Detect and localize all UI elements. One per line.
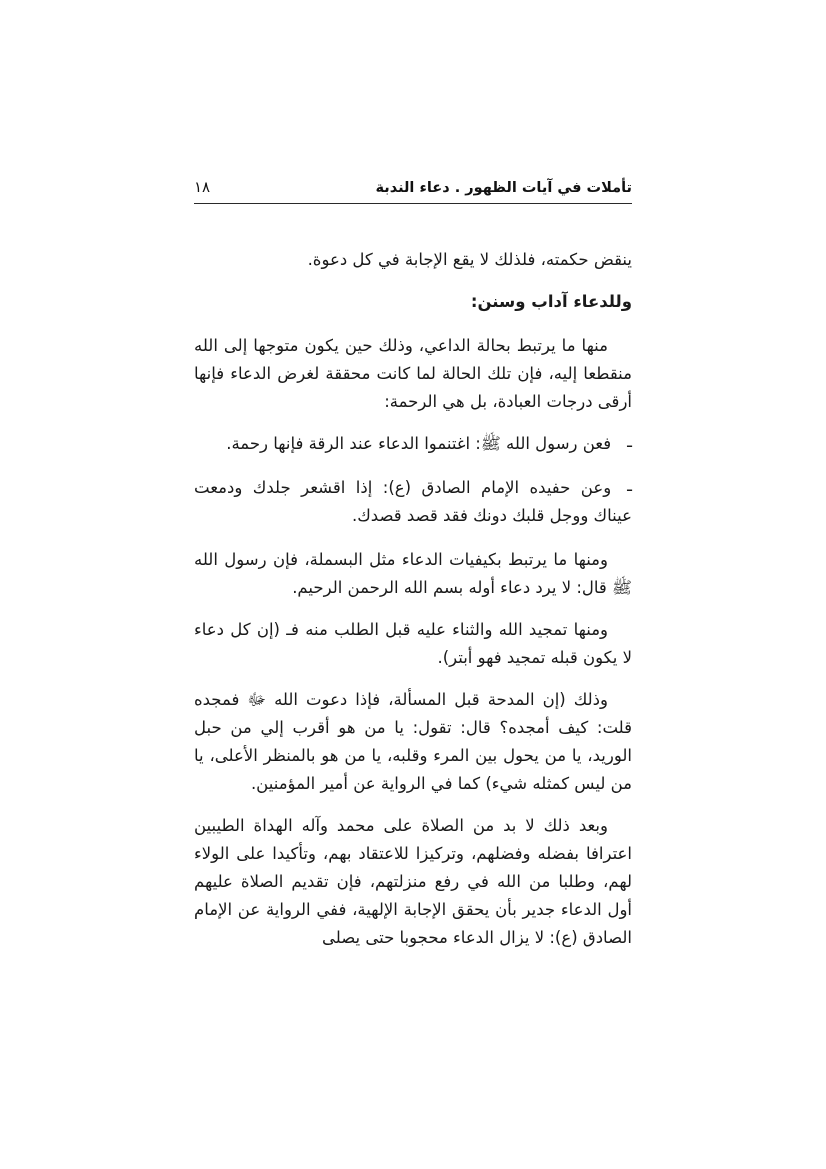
section-heading (194, 288, 632, 316)
paragraph (194, 616, 632, 672)
body-paragraphs (194, 246, 632, 952)
paragraph (194, 812, 632, 952)
paragraph-text: وبعد ذلك لا بد من الصلاة على محمد وآله الهداة الطيبين اعترافا بفضله وفضلهم، وتركيزا للاعتقاد بهم، وتأكيدا على الولاء لهم، وطلبا من الله في رفع منزلتهم، فإن تقديم الصلاة عليهم أول الدعاء جدير بأن يحقق الإجابة الإلهية، ففي الرواية عن الإمام الصادق (ع): لا يزال الدعاء محجوبا حتى يصلى (194, 816, 632, 947)
page-header (194, 178, 632, 204)
paragraph-text: وعن حفيده الإمام الصادق (ع): إذا اقشعر جلدك ودمعت عيناك ووجل قلبك دونك فقد قصد قصدك. (194, 478, 632, 525)
hadith-list-item (194, 430, 632, 458)
paragraph (194, 246, 632, 274)
page-number: ١٨ (194, 178, 211, 196)
paragraph-text: ومنها تمجيد الله والثناء عليه قبل الطلب منه فـ (إن كل دعاء لا يكون قبله تمجيد فهو أبتر). (194, 620, 632, 667)
paragraph (194, 332, 632, 416)
hadith-list-item (194, 474, 632, 530)
paragraph-text: وللدعاء آداب وسنن: (470, 292, 632, 311)
paragraph-text: منها ما يرتبط بحالة الداعي، وذلك حين يكون متوجها إلى الله منقطعا إليه، فإن تلك الحالة لما كانت محققة لغرض الدعاء فإنها أرقى درجات العبادة، بل هي الرحمة: (194, 336, 632, 411)
paragraph-text: فعن رسول الله ﷺ: اغتنموا الدعاء عند الرقة فإنها رحمة. (226, 434, 612, 453)
paragraph-text: ينقض حكمته، فلذلك لا يقع الإجابة في كل دعوة. (307, 250, 632, 269)
page-content (194, 0, 632, 952)
paragraph-text: وذلك (إن المدحة قبل المسألة، فإذا دعوت الله ﷻ فمجده قلت: كيف أمجده؟ قال: تقول: يا من هو أقرب إلي من حبل الوريد، يا من يحول بين المرء وقلبه، يا من هو بالمنظر الأعلى، يا من ليس كمثله شيء) كما في الرواية عن أمير المؤمنين. (194, 690, 632, 793)
list-dash-marker: ـ (627, 476, 632, 495)
paragraph (194, 686, 632, 798)
running-head-title: تأملات في آيات الظهور . دعاء الندبة (375, 180, 632, 196)
paragraph (194, 546, 632, 602)
list-dash-marker: ـ (627, 432, 632, 451)
paragraph-text: ومنها ما يرتبط بكيفيات الدعاء مثل البسملة، فإن رسول الله ﷺ قال: لا يرد دعاء أوله بسم الله الرحمن الرحيم. (194, 550, 632, 597)
